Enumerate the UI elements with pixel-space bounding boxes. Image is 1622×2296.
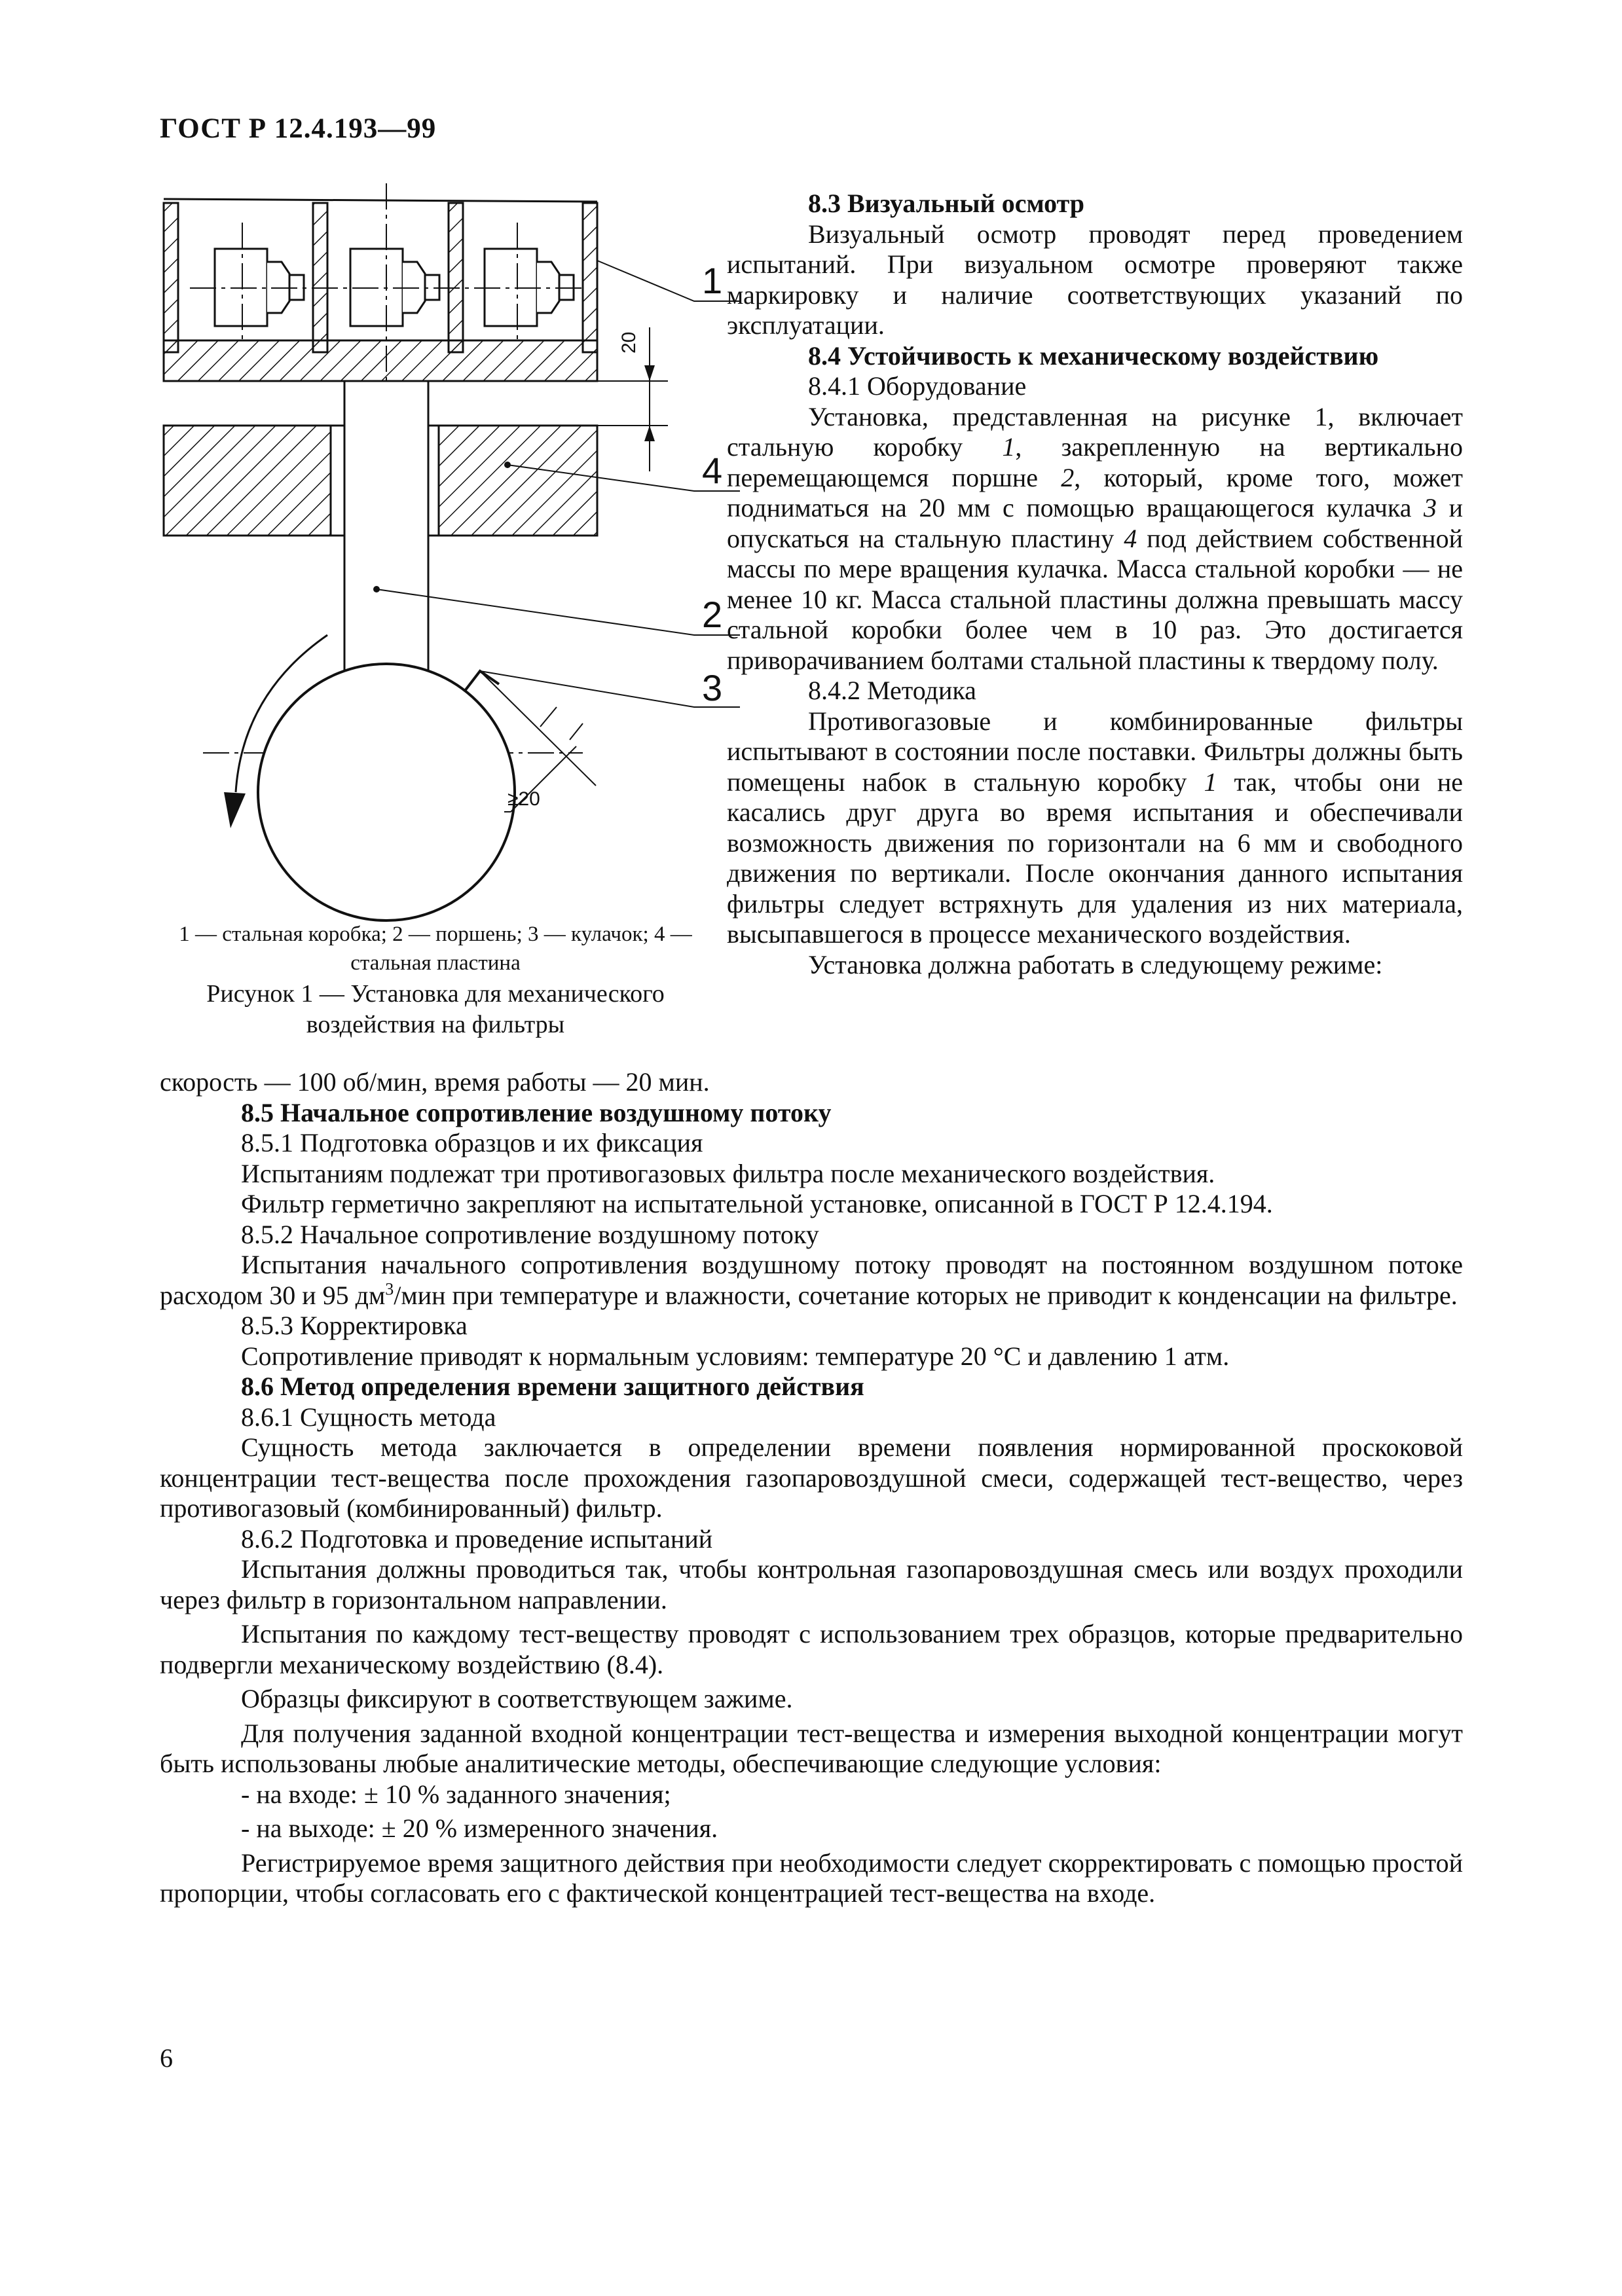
para-8-4-2a: Противогазовые и комбинированные фильтры испытывают в состоянии после поставки. Фильтры должны быть помещены набок в стальную коробку 1 так, чтобы они не касались друг друга во время испытания и обеспечивали возможность движения по горизонтали на 6 мм и свободного движения по вертикали. После окончания данного испытания фильтры следует встряхнуть для удаления из них материала, высыпавшегося в процессе механического воздействия.	[727, 706, 1463, 949]
heading-8-6-1: 8.6.1 Сущность метода	[241, 1402, 496, 1432]
para-8-6-1: Сущность метода заключается в определении времени появления нормированной проскоковой концентрации тест-вещества после прохождения газопаровоздушной смеси, содержащей тест-вещество, через противогазовый (комбинированный) фильтр.	[160, 1432, 1463, 1523]
para-8-4-2d: скорость — 100 об/мин, время работы — 20 мин.	[160, 1067, 710, 1097]
para-8-4-1: Установка, представленная на рисунке 1, включает стальную коробку 1, закрепленную на вертикально перемещающемся поршне 2, который, кроме того, может подниматься на 20 мм с помощью вращающегося кулачка 3 и опускаться на стальную пластину 4 под действием собственной массы по мере вращения кулачка. Масса стальной коробки — не менее 10 кг. Масса стальной пластины должна превышать массу стальной коробки более чем в 10 раз. Это достигается приворачиванием болтами стальной пластины к твердому полу.	[727, 401, 1463, 675]
heading-8-6: 8.6 Метод определения времени защитного действия	[241, 1372, 864, 1401]
para-8-5-2: Испытания начального сопротивления воздушному потоку проводят на постоянном воздушном потоке расходом 30 и 95 $дм^3$/мин при температуре и влажности, сочетание которых не приводит к конденсации на фильтре.	[160, 1250, 1463, 1310]
main-text	[160, 1067, 1463, 1909]
para-8-6-2b: Испытания по каждому тест-веществу проводят с использованием трех образцов, которые предварительно подвергли механическому воздействию (8.4).	[160, 1619, 1463, 1679]
heading-8-4: 8.4 Устойчивость к механическому воздействию	[808, 340, 1379, 371]
callout-4: 4	[702, 450, 723, 491]
heading-8-6-2: 8.6.2 Подготовка и проведение испытаний	[241, 1523, 713, 1554]
para-8-5-1a: Испытаниям подлежат три противогазовых фильтра после механического воздействия.	[241, 1158, 1215, 1188]
para-8-5-1b: Фильтр герметично закрепляют на испытательной установке, описанной в ГОСТ Р 12.4.194.	[241, 1189, 1273, 1218]
heading-8-4-1: 8.4.1 Оборудование	[808, 371, 1027, 401]
list-item-output: - на выходе: ± 20 % измеренного значения.	[241, 1813, 718, 1843]
callout-3: 3	[702, 667, 723, 708]
document-header: ГОСТ Р 12.4.193—99	[160, 113, 437, 144]
para-8-5-3: Сопротивление приводят к нормальным условиям: температуре 20 °C и давлению 1 атм.	[241, 1341, 1230, 1371]
para-8-6-2d: Для получения заданной входной концентрации тест-вещества и измерения выходной концентрации могут быть использованы любые аналитические методы, обеспечивающие следующие условия:	[160, 1718, 1463, 1778]
para-8-3: Визуальный осмотр проводят перед проведением испытаний. При визуальном осмотре проверяют также маркировку и наличие соответствующих указаний по эксплуатации.	[727, 219, 1463, 340]
heading-8-5-2: 8.5.2 Начальное сопротивление воздушному потоку	[241, 1219, 819, 1249]
heading-8-4-2: 8.4.2 Методика	[808, 676, 976, 705]
para-8-6-2c: Образцы фиксируют в соответствующем зажиме.	[241, 1684, 793, 1713]
heading-8-5: 8.5 Начальное сопротивление воздушному потоку	[241, 1097, 832, 1127]
dim-20-label: 20	[618, 331, 640, 354]
right-column	[727, 189, 1463, 980]
heading-8-5-1: 8.5.1 Подготовка образцов и их фиксация	[241, 1128, 703, 1157]
figure-1-drawing	[151, 183, 740, 930]
para-8-6-2a: Испытания должны проводиться так, чтобы контрольная газопаровоздушная смесь или воздух проходили через фильтр в горизонтальном направлении.	[160, 1554, 1463, 1614]
para-8-6-2g: Регистрируемое время защитного действия при необходимости следует скорректировать с помощью простой пропорции, чтобы согласовать его с фактической концентрацией тест-вещества на входе.	[160, 1848, 1463, 1908]
heading-8-3: 8.3 Визуальный осмотр	[808, 189, 1085, 218]
figure-legend: 1 — стальная коробка; 2 — поршень; 3 — кулачок; 4 — стальная пластина	[179, 922, 692, 975]
list-item-input: - на входе: ± 10 % заданного значения;	[241, 1779, 671, 1809]
callout-1: 1	[702, 260, 723, 301]
callout-2: 2	[702, 594, 723, 635]
page-number: 6	[160, 2043, 173, 2073]
dim-ge20-label: ≥20	[507, 788, 540, 810]
heading-8-5-3: 8.5.3 Корректировка	[241, 1311, 468, 1340]
para-8-4-2c: Установка должна работать в следующему режиме:	[808, 949, 1383, 979]
figure-caption: Рисунок 1 — Установка для механического воздействия на фильтры	[206, 980, 665, 1038]
